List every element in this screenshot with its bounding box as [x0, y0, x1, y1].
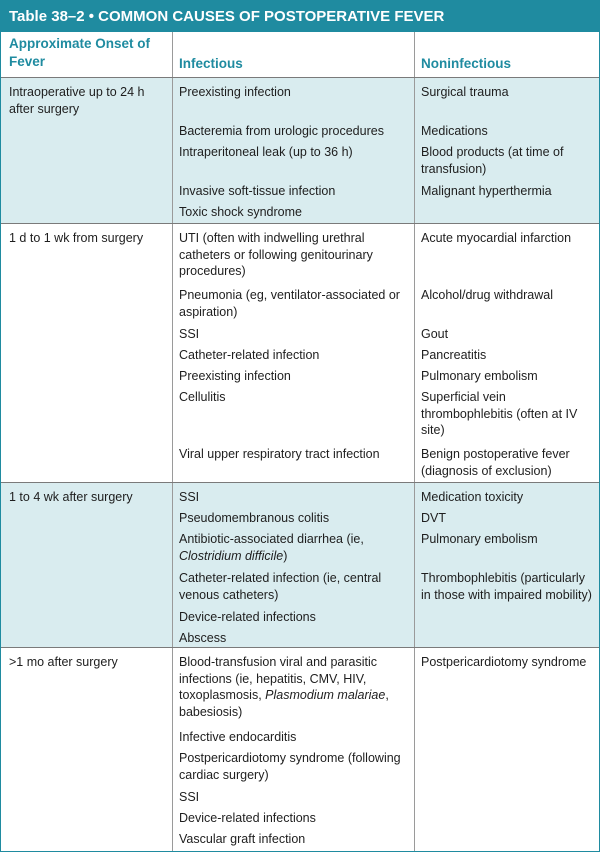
table-section [1, 648, 599, 852]
infectious-item: Antibiotic-associated diarrhea (ie, Clostridium difficile) [179, 532, 364, 563]
noninfectious-item: Medication toxicity [421, 490, 524, 504]
infectious-item: Bacteremia from urologic procedures [179, 124, 384, 138]
noninfectious-item: Gout [421, 327, 449, 341]
onset-cell: 1 to 4 wk after surgery [1, 483, 173, 647]
noninfectious-item: Alcohol/drug withdrawal [421, 288, 554, 302]
infectious-item: SSI [179, 790, 200, 804]
infectious-item: Vascular graft infection [179, 832, 306, 846]
infectious-item: Viral upper respiratory tract infection [179, 447, 380, 461]
noninfectious-item: Pancreatitis [421, 348, 487, 362]
infectious-cell [173, 224, 415, 482]
infectious-item: Infective endocarditis [179, 730, 297, 744]
header-onset: Approximate Onset of Fever [1, 32, 173, 77]
infectious-item: Device-related infections [179, 610, 316, 624]
noninfectious-cell [415, 483, 599, 647]
infectious-item: Catheter-related infection [179, 348, 320, 362]
infectious-item: Abscess [179, 631, 227, 645]
table-section [1, 78, 599, 224]
onset-cell: >1 mo after surgery [1, 648, 173, 852]
table-title: Table 38–2 • COMMON CAUSES OF POSTOPERATIVE FEVER [1, 1, 599, 32]
noninfectious-item: Thrombophlebitis (particularly in those with impaired mobility) [421, 571, 592, 602]
onset-cell: 1 d to 1 wk from surgery [1, 224, 173, 482]
noninfectious-item: Benign postoperative fever (diagnosis of exclusion) [421, 447, 570, 478]
infectious-item: SSI [179, 327, 200, 341]
infectious-item: SSI [179, 490, 200, 504]
noninfectious-item: Postpericardiotomy syndrome [421, 655, 587, 669]
infectious-item: Preexisting infection [179, 369, 291, 383]
infectious-item: Blood-transfusion viral and parasitic infections (ie, hepatitis, CMV, HIV, toxoplasmosis, Plasmodium malariae, babesiosis) [179, 655, 389, 719]
noninfectious-item: Acute myocardial infarction [421, 231, 572, 245]
infectious-item: UTI (often with indwelling urethral catheters or following genitourinary procedures) [179, 231, 373, 278]
infectious-item: Cellulitis [179, 390, 226, 404]
infectious-item: Toxic shock syndrome [179, 205, 302, 219]
noninfectious-cell [415, 648, 599, 852]
infectious-item: Postpericardiotomy syndrome (following cardiac surgery) [179, 751, 401, 782]
header-row [1, 32, 599, 78]
onset-cell: Intraoperative up to 24 h after surgery [1, 78, 173, 223]
header-infectious: Infectious [173, 32, 415, 77]
infectious-item: Preexisting infection [179, 85, 291, 99]
header-noninfectious: Noninfectious [421, 56, 511, 71]
noninfectious-item: Malignant hyperthermia [421, 184, 552, 198]
noninfectious-cell [415, 224, 599, 482]
noninfectious-cell [415, 78, 599, 223]
infectious-cell [173, 483, 415, 647]
infectious-cell [173, 78, 415, 223]
infectious-item: Pseudomembranous colitis [179, 511, 330, 525]
table-section [1, 224, 599, 483]
noninfectious-item: Medications [421, 124, 488, 138]
infectious-item: Pneumonia (eg, ventilator-associated or aspiration) [179, 288, 400, 319]
noninfectious-item: Pulmonary embolism [421, 532, 538, 546]
noninfectious-item: Blood products (at time of transfusion) [421, 145, 564, 176]
noninfectious-item: DVT [421, 511, 446, 525]
infectious-item: Catheter-related infection (ie, central venous catheters) [179, 571, 382, 602]
table-section [1, 483, 599, 648]
infectious-cell [173, 648, 415, 852]
noninfectious-item: Pulmonary embolism [421, 369, 538, 383]
noninfectious-item: Superficial vein thrombophlebitis (often at IV site) [421, 390, 578, 437]
noninfectious-item: Surgical trauma [421, 85, 509, 99]
infectious-item: Invasive soft-tissue infection [179, 184, 336, 198]
infectious-item: Intraperitoneal leak (up to 36 h) [179, 145, 353, 159]
infectious-item: Device-related infections [179, 811, 316, 825]
